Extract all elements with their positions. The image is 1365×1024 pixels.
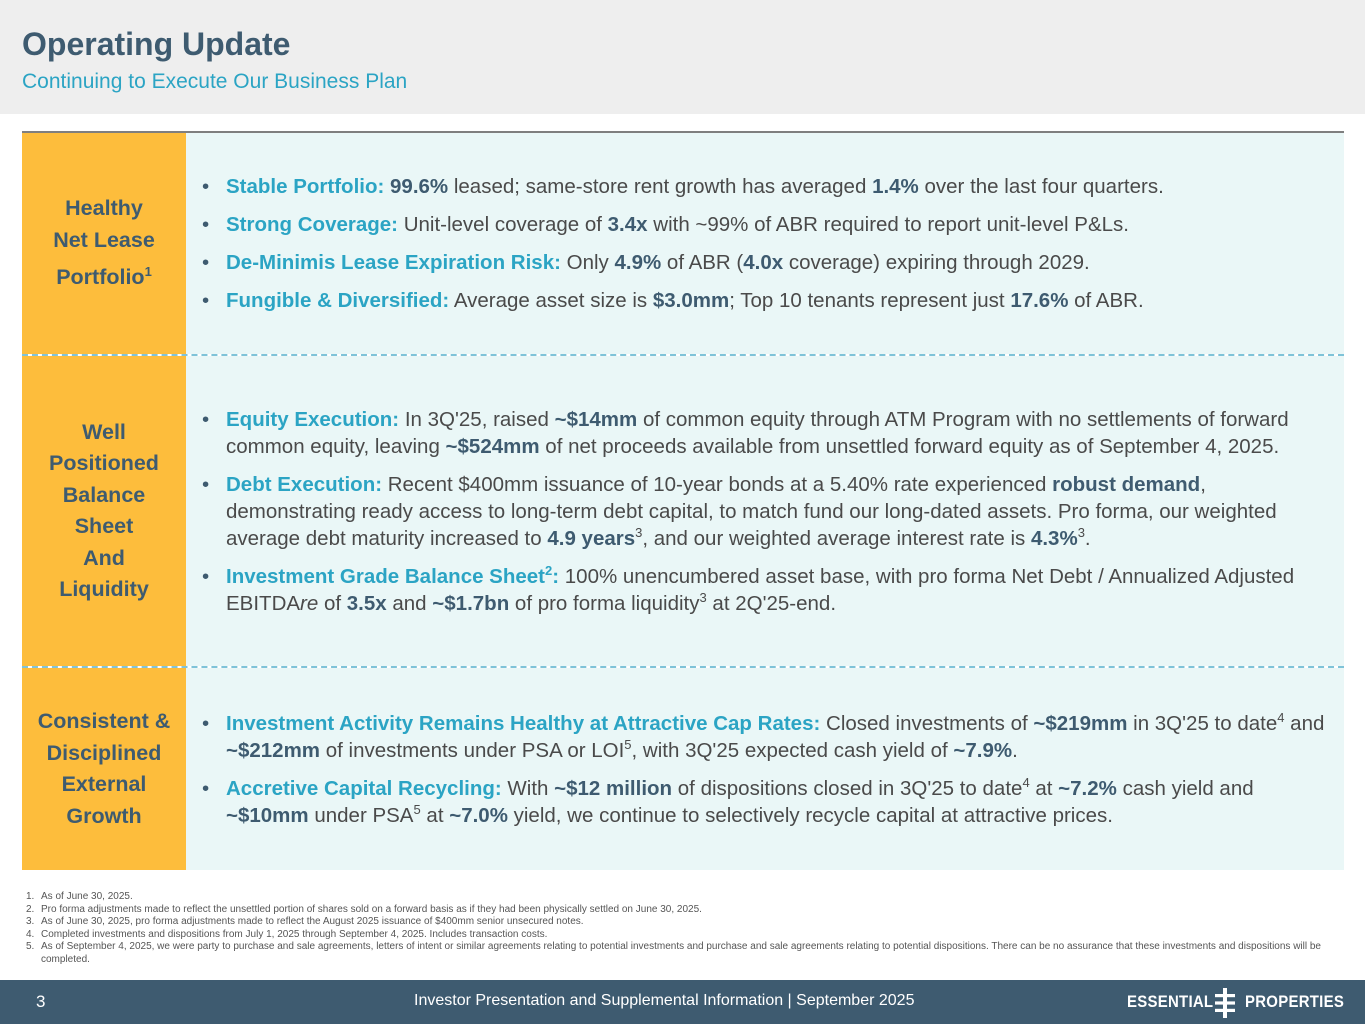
bullet-italic-text: re bbox=[300, 591, 319, 615]
footnote-ref: 2 bbox=[545, 562, 553, 578]
row-label-line: External bbox=[61, 772, 147, 796]
row-label bbox=[53, 193, 155, 294]
bullet-item bbox=[202, 287, 1330, 314]
page-number: 3 bbox=[36, 992, 46, 1011]
row-label-line: Balance bbox=[62, 482, 146, 507]
bullet-text: of ABR. bbox=[1068, 289, 1144, 312]
footnote-text: As of June 30, 2025, pro forma adjustments made to reflect the August 2025 issuance of $400mm senior unsecured notes. bbox=[41, 916, 584, 928]
footnote-number: 1. bbox=[26, 891, 35, 902]
bullet-text: coverage) expiring through 2029. bbox=[783, 251, 1090, 274]
bullet-figure: 99.6% bbox=[390, 175, 449, 198]
bullet-text: of investments under PSA or LOI bbox=[320, 738, 625, 762]
bullet-item bbox=[202, 249, 1330, 276]
bullet-figure: ~7.2% bbox=[1058, 776, 1117, 800]
bullet-text: , and our weighted average interest rate is bbox=[642, 526, 1031, 550]
bullet-text: in 3Q'25 to date bbox=[1127, 711, 1278, 735]
bullet-text: , with 3Q'25 expected cash yield of bbox=[631, 738, 954, 762]
bullet-text: With bbox=[501, 776, 555, 800]
footnote-ref: 5 bbox=[413, 801, 421, 817]
bullet-keyword: Investment Activity Remains Healthy at Attractive Cap Rates: bbox=[226, 711, 821, 735]
bullet-text: . bbox=[1012, 738, 1018, 762]
bullet-text: at 2Q'25-end. bbox=[706, 591, 837, 615]
row-label bbox=[38, 706, 171, 832]
footnote-text: Completed investments and dispositions from July 1, 2025 through September 4, 2025. Includes transaction costs. bbox=[41, 928, 548, 940]
bullet-figure: 17.6% bbox=[1010, 289, 1069, 312]
bullet-text: at bbox=[420, 803, 450, 827]
bullet-text: In 3Q'25, raised bbox=[399, 407, 555, 431]
essential-properties-mark-icon bbox=[1213, 988, 1237, 1018]
bullet-item bbox=[202, 406, 1330, 460]
footnote bbox=[26, 941, 1336, 966]
bullet-item bbox=[202, 563, 1330, 617]
row-external-growth bbox=[22, 666, 1344, 870]
bullet-figure: 4.9 years bbox=[547, 526, 636, 550]
row-label-line: Healthy bbox=[65, 196, 143, 221]
row-label-cell bbox=[22, 356, 186, 666]
page-subtitle: Continuing to Execute Our Business Plan bbox=[22, 70, 408, 93]
bullet-list bbox=[202, 406, 1330, 617]
row-label-cell bbox=[22, 133, 186, 354]
bullet-text: of common equity through ATM Program with no settlements of forward common equity, leaving bbox=[226, 407, 1289, 458]
header-band bbox=[0, 0, 1365, 114]
bullet-text: Unit-level coverage of bbox=[398, 213, 608, 236]
row-label-line: Consistent & bbox=[37, 709, 171, 733]
bullet-text: . bbox=[1084, 526, 1091, 550]
footnote bbox=[26, 929, 1336, 942]
footnote-text: As of September 4, 2025, we were party to purchase and sale agreements, letters of intent or similar agreements relating to potential investments and purchase and sale agreements relating to potential dispositions. There can be no assurance that these investments and dispositions will be completed. bbox=[41, 941, 1321, 965]
row-label-line: And bbox=[83, 545, 125, 570]
bullet-list bbox=[202, 710, 1330, 829]
bullet-keyword: Equity Execution: bbox=[226, 407, 400, 431]
bullet-figure: robust demand bbox=[1052, 472, 1201, 496]
footnote-ref: 4 bbox=[1277, 709, 1285, 725]
bullet-figure: 4.3% bbox=[1030, 526, 1078, 550]
footnote-ref: 3 bbox=[1077, 524, 1085, 540]
bullet-keyword: Accretive Capital Recycling: bbox=[226, 776, 502, 800]
bullet-item bbox=[202, 471, 1330, 552]
footnote-ref: 4 bbox=[1022, 774, 1030, 790]
footnote-ref: 1 bbox=[144, 264, 152, 280]
bullet-keyword: De-Minimis Lease Expiration Risk: bbox=[226, 251, 561, 274]
company-logo bbox=[1127, 988, 1345, 1018]
footnote-number: 2. bbox=[26, 903, 35, 915]
bullet-figure: ~$1.7bn bbox=[432, 591, 510, 615]
footnote bbox=[26, 891, 1336, 904]
bullet-keyword: Stable Portfolio: bbox=[226, 175, 385, 198]
bullet-text: 100% unencumbered asset base, with pro forma Net Debt / Annualized Adjusted EBITDA bbox=[226, 564, 1295, 615]
operating-update-table bbox=[22, 131, 1344, 870]
bullet-text: with ~99% of ABR required to report unit-level P&Ls. bbox=[647, 213, 1129, 236]
footnote-number: 5. bbox=[26, 941, 35, 953]
footnotes bbox=[26, 891, 1336, 967]
bullet-text: of net proceeds available from unsettled forward equity as of September 4, 2025. bbox=[539, 434, 1280, 458]
bullet-keyword: Fungible & Diversified: bbox=[226, 289, 450, 312]
bullet-text: and bbox=[386, 591, 433, 615]
bullet-figure: $3.0mm bbox=[652, 289, 730, 312]
bullet-text: , demonstrating ready access to long-term debt capital, to match fund our long-dated assets. Pro forma, our weighted average debt maturity increased to bbox=[226, 472, 1277, 550]
bullet-list bbox=[202, 173, 1330, 314]
footnote-text: Pro forma adjustments made to reflect the unsettled portion of shares sold on a forward basis as if they had been physically settled on June 30, 2025. bbox=[41, 903, 702, 915]
bullet-keyword: : bbox=[552, 564, 560, 588]
bullet-keyword: Debt Execution: bbox=[226, 472, 383, 496]
bullet-keyword: Strong Coverage: bbox=[226, 213, 398, 236]
page-title: Operating Update bbox=[22, 26, 291, 62]
footnote-text: As of June 30, 2025. bbox=[41, 891, 133, 902]
bullet-text: over the last four quarters. bbox=[918, 175, 1164, 198]
bullet-item bbox=[202, 775, 1330, 829]
bullet-text: at bbox=[1029, 776, 1059, 800]
bullet-figure: ~$14mm bbox=[554, 407, 638, 431]
footnote-number: 4. bbox=[26, 928, 35, 940]
row-label-line: Positioned bbox=[49, 451, 159, 475]
bullet-figure: 4.0x bbox=[743, 251, 784, 274]
bullet-figure: ~7.0% bbox=[449, 803, 508, 827]
bullet-figure: 3.4x bbox=[607, 213, 648, 236]
bullet-item bbox=[202, 710, 1330, 764]
bullet-text: leased; same-store rent growth has averaged bbox=[448, 175, 873, 198]
bullet-item bbox=[202, 173, 1330, 200]
bullet-keyword: Investment Grade Balance Sheet bbox=[226, 564, 546, 588]
row-balance-sheet bbox=[22, 354, 1344, 666]
bullet-figure: ~$10mm bbox=[226, 803, 309, 827]
bullet-text: of bbox=[318, 591, 347, 615]
bullet-figure: ~$12 million bbox=[554, 776, 673, 800]
row-label-cell bbox=[22, 668, 186, 870]
row-content-cell bbox=[186, 133, 1344, 354]
bullet-text: under PSA bbox=[308, 803, 414, 827]
bullet-text: of ABR ( bbox=[661, 251, 744, 274]
bullet-figure: ~7.9% bbox=[953, 738, 1013, 762]
row-label bbox=[49, 417, 159, 606]
row-label-line: Well bbox=[82, 419, 126, 444]
bullet-figure: ~$524mm bbox=[445, 434, 540, 458]
row-label-line: Liquidity bbox=[59, 577, 149, 601]
bullet-text: and bbox=[1284, 711, 1325, 735]
bullet-figure: ~$219mm bbox=[1033, 711, 1128, 735]
footnote-number: 3. bbox=[26, 916, 35, 928]
bullet-figure: ~$212mm bbox=[226, 738, 321, 762]
logo-word-left: ESSENTIAL bbox=[1127, 992, 1214, 1011]
row-label-line: Sheet bbox=[74, 514, 134, 538]
bullet-text: Recent $400mm issuance of 10-year bonds at a 5.40% rate experienced bbox=[382, 472, 1053, 496]
bullet-item bbox=[202, 211, 1330, 238]
row-label-line: Disciplined bbox=[46, 740, 162, 765]
bullet-text: of pro forma liquidity bbox=[509, 591, 700, 615]
row-label-line: Growth bbox=[66, 803, 142, 828]
footnote-ref: 5 bbox=[624, 736, 632, 752]
logo-word-right: PROPERTIES bbox=[1245, 992, 1345, 1011]
footer-text: Investor Presentation and Supplemental Information | September 2025 bbox=[414, 992, 915, 1009]
row-healthy-portfolio bbox=[22, 133, 1344, 354]
footnote bbox=[26, 904, 1336, 917]
footnote-ref: 3 bbox=[699, 589, 707, 605]
row-content-cell bbox=[186, 356, 1344, 666]
bullet-text: Closed investments of bbox=[820, 711, 1034, 735]
bullet-figure: 4.9% bbox=[614, 251, 662, 274]
bullet-text: Only bbox=[560, 251, 615, 274]
row-content-cell bbox=[186, 668, 1344, 870]
footnote bbox=[26, 916, 1336, 929]
bullet-text: of dispositions closed in 3Q'25 to date bbox=[672, 776, 1023, 800]
row-label-line: Portfolio bbox=[56, 265, 145, 290]
row-label-line: Net Lease bbox=[53, 227, 155, 252]
bullet-text: ; Top 10 tenants represent just bbox=[729, 289, 1011, 312]
bullet-figure: 3.5x bbox=[346, 591, 387, 615]
footnote-ref: 3 bbox=[635, 524, 643, 540]
bullet-figure: 1.4% bbox=[872, 175, 919, 198]
footer-bar bbox=[0, 980, 1365, 1024]
bullet-text: Average asset size is bbox=[449, 289, 653, 312]
bullet-text: yield, we continue to selectively recycle capital at attractive prices. bbox=[507, 803, 1113, 827]
bullet-text: cash yield and bbox=[1116, 776, 1254, 800]
